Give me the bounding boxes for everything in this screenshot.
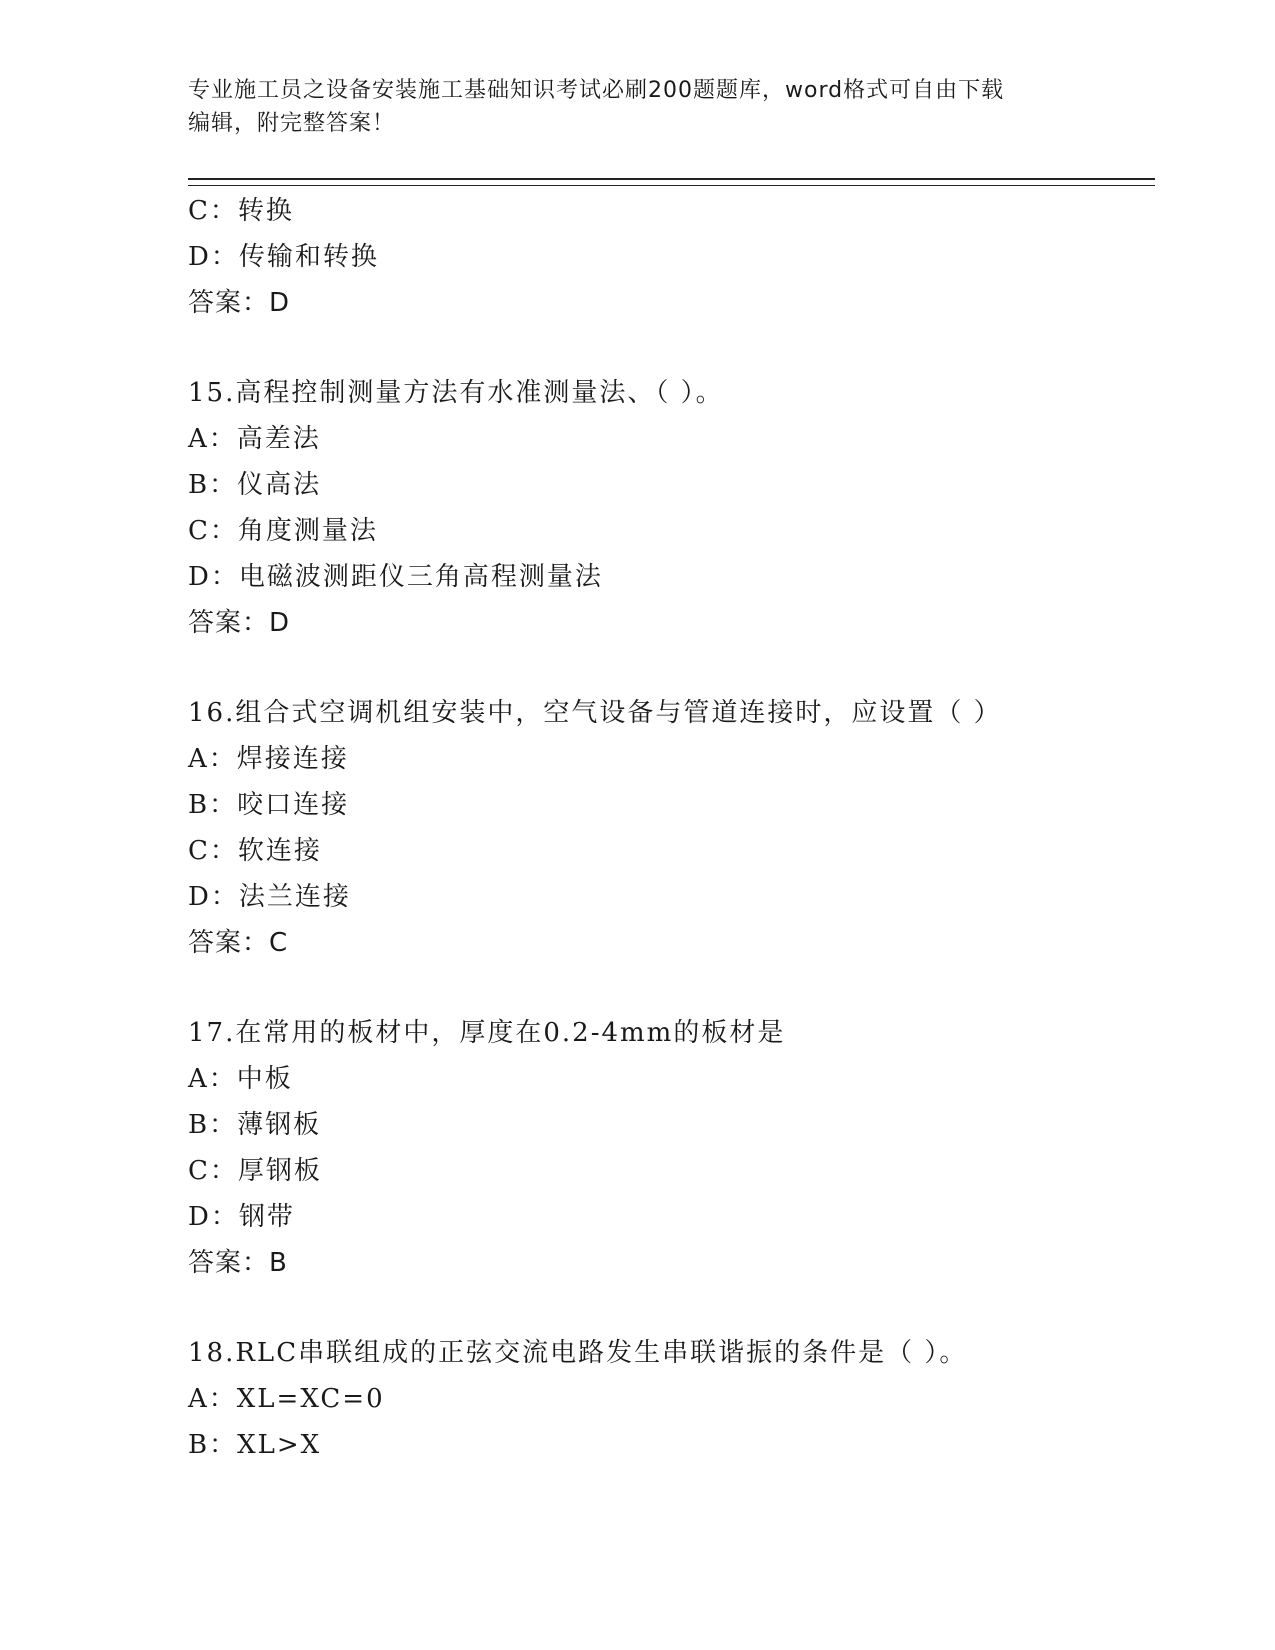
header-divider	[188, 178, 1155, 186]
option-text: 角度测量法	[237, 516, 378, 546]
option-label: C：	[188, 836, 238, 866]
option-label: B：	[188, 1430, 238, 1460]
option-c	[188, 508, 1148, 554]
option-label: B：	[188, 1110, 238, 1140]
question-stem-17: 17.在常用的板材中，厚度在0.2-4mm的板材是	[188, 1018, 786, 1048]
option-c	[188, 828, 1148, 874]
option-b	[188, 1102, 1148, 1148]
option-label: D：	[188, 562, 239, 592]
option-c	[188, 188, 1148, 234]
question-stem-16: 16.组合式空调机组安装中，空气设备与管道连接时，应设置（ ）	[188, 698, 1002, 728]
option-a	[188, 1056, 1148, 1102]
option-label: D：	[188, 242, 239, 272]
option-label: D：	[188, 1202, 239, 1232]
option-text: 高差法	[236, 424, 321, 454]
option-text: 厚钢板	[237, 1156, 322, 1186]
option-label: D：	[188, 882, 239, 912]
question-stem-18: 18.RLC串联组成的正弦交流电路发生串联谐振的条件是（ ）。	[188, 1338, 968, 1368]
option-text: XL=XC=0	[236, 1384, 385, 1414]
option-b	[188, 782, 1148, 828]
option-text: 咬口连接	[237, 790, 350, 820]
option-label: A：	[188, 424, 237, 454]
option-a	[188, 736, 1148, 782]
option-label: C：	[188, 196, 238, 226]
answer-line: 答案：D	[188, 288, 291, 318]
option-d	[188, 554, 1148, 600]
option-text: 焊接连接	[236, 744, 349, 774]
option-c	[188, 1148, 1148, 1194]
answer-line: 答案：C	[188, 928, 289, 958]
option-b	[188, 462, 1148, 508]
answer-line: 答案：B	[188, 1248, 288, 1278]
question-list	[188, 188, 1148, 1468]
option-a	[188, 416, 1148, 462]
option-text: XL>X	[237, 1430, 322, 1460]
answer-line: 答案：D	[188, 608, 291, 638]
option-label: C：	[188, 516, 238, 546]
option-text: 转换	[237, 196, 294, 226]
option-text: 薄钢板	[237, 1110, 322, 1140]
header-title-line-1: 专业施工员之设备安装施工基础知识考试必刷200题题库，word格式可自由下载	[188, 78, 1005, 103]
option-label: B：	[188, 790, 238, 820]
option-label: A：	[188, 1064, 237, 1094]
option-d	[188, 1194, 1148, 1240]
option-text: 仪高法	[237, 470, 322, 500]
option-text: 传输和转换	[238, 242, 379, 272]
option-text: 钢带	[238, 1202, 295, 1232]
document-header	[188, 74, 1068, 140]
question-stem-15: 15.高程控制测量方法有水准测量法、（ ）。	[188, 378, 724, 408]
option-text: 电磁波测距仪三角高程测量法	[238, 562, 603, 592]
option-label: A：	[188, 1384, 237, 1414]
option-d	[188, 234, 1148, 280]
option-b	[188, 1422, 1148, 1468]
option-text: 软连接	[237, 836, 322, 866]
header-title-line-2: 编辑，附完整答案！	[188, 111, 396, 136]
option-text: 中板	[236, 1064, 293, 1094]
option-label: C：	[188, 1156, 238, 1186]
option-d	[188, 874, 1148, 920]
option-text: 法兰连接	[238, 882, 351, 912]
option-a	[188, 1376, 1148, 1422]
option-label: A：	[188, 744, 237, 774]
option-label: B：	[188, 470, 238, 500]
